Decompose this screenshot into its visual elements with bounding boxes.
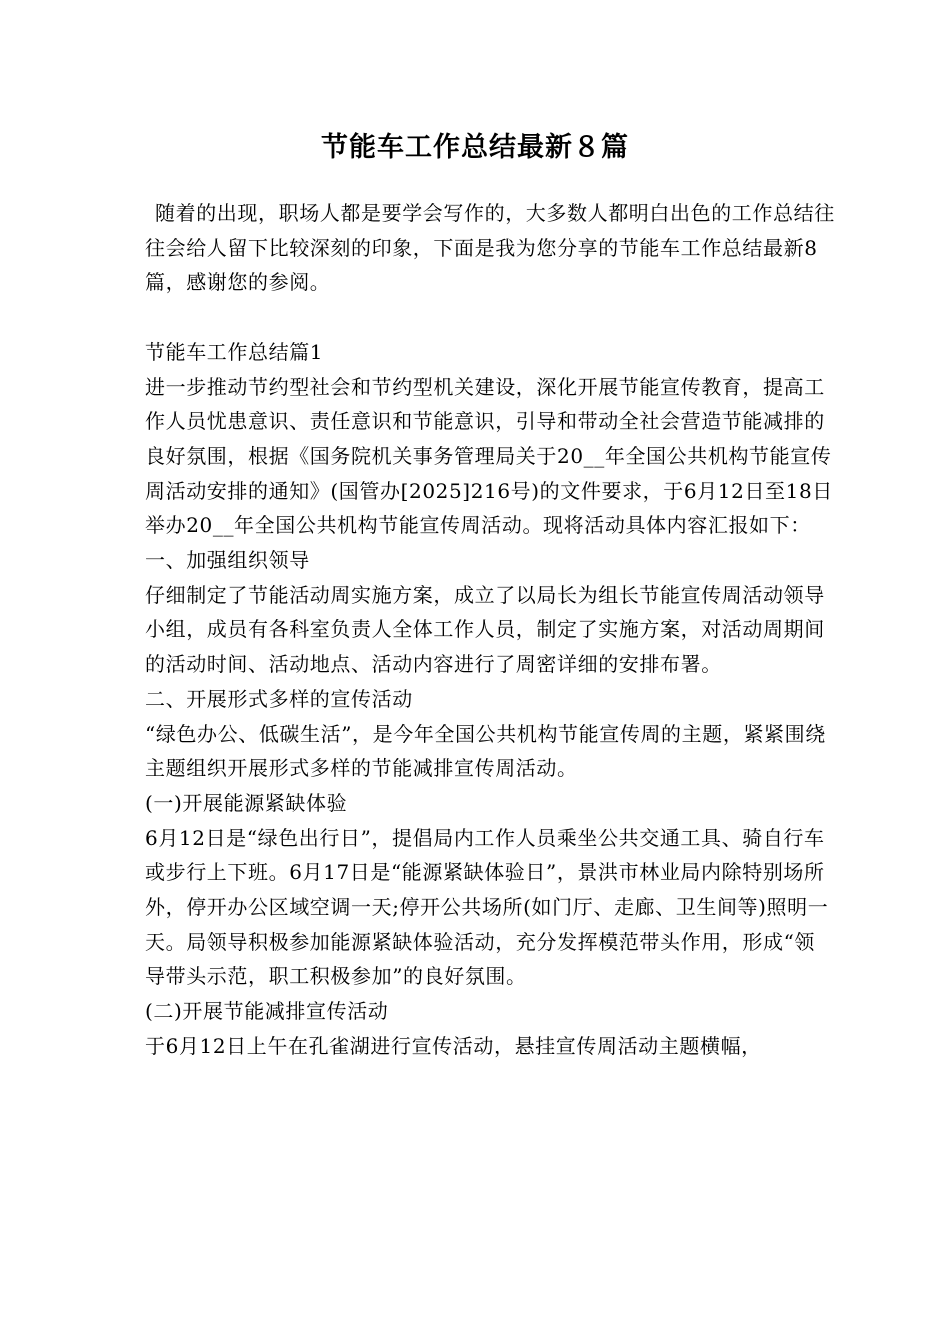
body-paragraph-5: 于6月12日上午在孔雀湖进行宣传活动，悬挂宣传周活动主题横幅，: [145, 1033, 762, 1058]
body-paragraph-4: 6月12日是“绿色出行日”，提倡局内工作人员乘坐公共交通工具、骑自行车或步行上下班。6月17日是“能源紧缺体验日”，景洪市林业局内除特别场所外，停开办公区域空调一天;停开公共场所(如门厅、走廊、卫生间等)照明一天。局领导积极参加能源紧缺体验活动，充分发挥模范带头作用，形成“领导带头示范，职工积极参加”的良好氛围。: [145, 825, 829, 989]
paragraph-gap: [145, 300, 835, 335]
subheading-energy-saving-publicity: (二)开展节能减排宣传活动: [145, 999, 389, 1024]
document-body: [145, 196, 835, 1064]
subheading-energy-experience: (一)开展能源紧缺体验: [145, 790, 348, 815]
body-paragraph-2: 仔细制定了节能活动周实施方案，成立了以局长为组长节能宣传周活动领导小组，成员有各科室负责人全体工作人员，制定了实施方案，对活动周期间的活动时间、活动地点、活动内容进行了周密详细的安排布署。: [145, 582, 825, 677]
section-heading: 节能车工作总结篇1: [145, 339, 324, 364]
body-paragraph-1: 进一步推动节约型社会和节约型机关建设，深化开展节能宣传教育，提高工作人员忧患意识、责任意识和节能意识，引导和带动全社会营造节能减排的良好氛围，根据《国务院机关事务管理局关于20__年全国公共机构节能宣传周活动安排的通知》(国管办[2025]216号)的文件要求，于6月12日至18日举办20__年全国公共机构节能宣传周活动。现将活动具体内容汇报如下：: [145, 374, 833, 538]
subheading-publicity: 二、开展形式多样的宣传活动: [145, 686, 413, 711]
intro-paragraph: 随着的出现，职场人都是要学会写作的，大多数人都明白出色的工作总结往往会给人留下比较深刻的印象，下面是我为您分享的节能车工作总结最新8篇，感谢您的参阅。: [145, 201, 835, 295]
subheading-organization: 一、加强组织领导: [145, 548, 310, 573]
body-paragraph-3: “绿色办公、低碳生活”，是今年全国公共机构节能宣传周的主题，紧紧围绕主题组织开展形式多样的节能减排宣传周活动。: [145, 721, 826, 781]
document-title: 节能车工作总结最新８篇: [321, 132, 629, 163]
